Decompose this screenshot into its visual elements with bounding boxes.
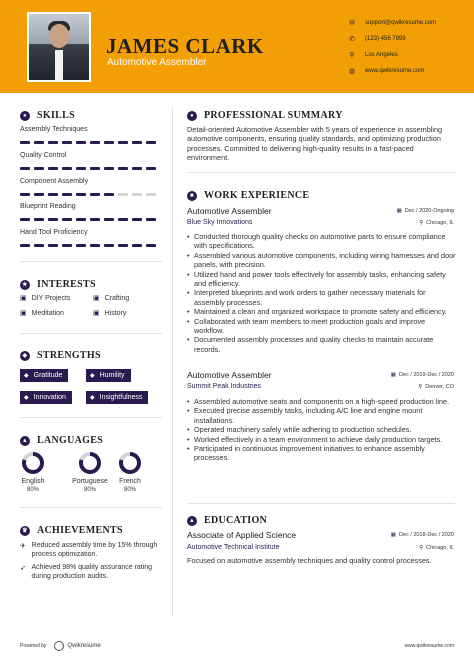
language-name: French	[119, 478, 141, 485]
skill-level-dash	[76, 218, 86, 221]
skill-level-dash	[90, 193, 100, 196]
skill-level-dash	[48, 244, 58, 247]
skill-level-dash	[104, 141, 114, 144]
interest-item	[93, 309, 126, 317]
section-divider	[20, 333, 162, 334]
skill-level-dash	[76, 244, 86, 247]
strength-tag	[20, 391, 72, 404]
job-bullet: • Utilized hand and power tools effectively for assembly tasks, enhancing safety and efficiency.	[187, 270, 457, 289]
skill-level-dash	[90, 167, 100, 170]
experience-heading-text: WORK EXPERIENCE	[204, 190, 310, 201]
strength-label: Innovation	[33, 394, 66, 401]
language-name: English	[21, 478, 45, 485]
education-school: Automotive Technical Institute	[187, 544, 280, 551]
education-location	[419, 545, 454, 551]
interest-label: Crafting	[104, 294, 130, 302]
candidate-name: JAMES CLARK	[106, 34, 264, 58]
achievement-item	[20, 563, 160, 581]
qwikresume-logo-icon	[54, 641, 64, 651]
interest-label: DIY Projects	[31, 294, 71, 302]
contact-phone-text: (123) 456 7899	[365, 36, 406, 42]
job-bullet: • Documented assembly processes and quality checks to maintain accurate records.	[187, 335, 457, 354]
skills-heading	[20, 110, 75, 121]
job-bullet: • Maintained a clean and organized workspace to promote safety and efficiency.	[187, 307, 457, 316]
skill-level-dash	[20, 141, 30, 144]
strength-tag	[86, 391, 148, 404]
skill-level-dash	[146, 218, 156, 221]
language-ring	[21, 451, 45, 475]
diamond-icon: ◆	[90, 373, 95, 379]
skill-level-dash	[76, 167, 86, 170]
contact-website-text: www.qwikresume.com	[365, 68, 425, 74]
skill-level-dash	[34, 244, 44, 247]
job-title: Automotive Assembler	[187, 206, 272, 216]
book-icon: ▣	[20, 295, 27, 302]
job-bullets	[187, 397, 457, 463]
language-percent: 80%	[26, 487, 39, 493]
skill-level-dash	[132, 244, 142, 247]
brand-name[interactable]: Qwikresume	[67, 643, 101, 649]
language-ring	[118, 451, 142, 475]
experience-heading	[187, 190, 309, 201]
summary-icon: ●	[187, 111, 197, 121]
skill-level-dash	[48, 141, 58, 144]
strengths-icon: ◆	[20, 351, 30, 361]
summary-heading-text: PROFESSIONAL SUMMARY	[204, 110, 343, 121]
skill-meter	[20, 167, 160, 170]
skill-level-dash	[132, 218, 142, 221]
location-icon: ⚲	[418, 384, 423, 390]
calendar-icon: ▦	[396, 208, 402, 214]
job-company: Blue Sky Innovations	[187, 219, 253, 226]
skill-name: Component Assembly	[20, 178, 89, 185]
education-heading	[187, 515, 267, 526]
skill-name: Hand Tool Proficiency	[20, 229, 88, 236]
education-dates	[391, 532, 454, 538]
phone-icon: ✆	[349, 36, 355, 43]
skill-level-dash	[132, 193, 142, 196]
skill-level-dash	[76, 141, 86, 144]
contact-email[interactable]	[348, 15, 468, 31]
interest-label: Meditation	[31, 309, 64, 317]
skill-level-dash	[34, 193, 44, 196]
job-location-text: Chicago, IL	[426, 220, 454, 226]
strengths-heading-text: STRENGTHS	[37, 350, 101, 361]
location-icon: ⚲	[419, 545, 424, 551]
skill-level-dash	[62, 244, 72, 247]
column-divider	[172, 108, 173, 616]
skill-level-dash	[48, 218, 58, 221]
job-bullet: • Worked effectively in a team environment to achieve daily production targets.	[187, 435, 457, 444]
contact-list	[348, 15, 468, 79]
job-bullet: • Assembled various automotive components, including wiring harnesses and door panels, with precision.	[187, 251, 457, 270]
candidate-title: Automotive Assembler	[107, 57, 207, 68]
languages-heading-text: LANGUAGES	[37, 435, 104, 446]
globe-icon: ◍	[348, 68, 356, 75]
summary-text: Detail-oriented Automotive Assembler with 5 years of experience in assembling automotive components, ensuring quality standards, and optimizing production processes. Committed to delivering high-quality results in a fast-paced environment.	[187, 125, 443, 163]
job-location	[419, 220, 454, 226]
achievement-text: Achieved 98% quality assurance rating during production audits.	[31, 564, 153, 580]
skill-level-dash	[132, 141, 142, 144]
achievements-heading	[20, 525, 123, 536]
education-text: Focused on automotive assembly techniques and quality control processes.	[187, 556, 432, 565]
contact-location-text: Los Angeles	[365, 52, 398, 58]
skill-level-dash	[48, 193, 58, 196]
interest-item	[93, 294, 129, 302]
job-bullet: • Interpreted blueprints and work orders to gather necessary materials for assembly processes.	[187, 288, 457, 307]
skill-level-dash	[146, 193, 156, 196]
experience-icon: ■	[187, 191, 197, 201]
language-ring	[78, 451, 102, 475]
achievement-text: Reduced assembly time by 15% through process optimization.	[31, 542, 158, 558]
skill-level-dash	[20, 244, 30, 247]
skill-level-dash	[90, 141, 100, 144]
job-bullet: • Operated machinery safely while adhering to production schedules.	[187, 425, 457, 434]
section-divider	[20, 507, 162, 508]
skill-level-dash	[34, 141, 44, 144]
skill-level-dash	[118, 244, 128, 247]
skill-level-dash	[118, 193, 128, 196]
rocket-icon: ➶	[20, 565, 26, 572]
achievement-item	[20, 541, 160, 559]
interest-item	[20, 294, 70, 302]
skill-level-dash	[20, 167, 30, 170]
skill-level-dash	[62, 193, 72, 196]
education-icon: ▲	[188, 517, 196, 524]
skill-level-dash	[62, 218, 72, 221]
education-degree: Associate of Applied Science	[187, 530, 297, 540]
summary-heading	[187, 110, 343, 121]
education-heading-text: EDUCATION	[204, 515, 268, 526]
interest-item	[20, 309, 64, 317]
strengths-heading	[20, 350, 101, 361]
languages-heading	[20, 435, 103, 446]
interests-heading-text: INTERESTS	[37, 279, 96, 290]
language-item	[107, 451, 153, 493]
language-percent: 80%	[123, 487, 136, 493]
skill-level-dash	[20, 193, 30, 196]
skill-level-dash	[146, 167, 156, 170]
skills-icon: ●	[20, 111, 30, 121]
job-dates	[397, 208, 454, 214]
achievements-heading-text: ACHIEVEMENTS	[37, 525, 123, 536]
location-icon: ⚲	[419, 220, 424, 226]
interests-heading	[20, 279, 96, 290]
job-dates-text: Dec / 2020-Ongoing	[404, 208, 454, 214]
strength-label: Humility	[99, 372, 125, 379]
diamond-icon: ◆	[24, 395, 29, 401]
skill-level-dash	[104, 167, 114, 170]
contact-email-text: support@qwikresume.com	[365, 20, 437, 26]
skill-meter	[20, 141, 160, 144]
diamond-icon: ◆	[90, 395, 95, 401]
diamond-icon: ◆	[24, 373, 29, 379]
skill-level-dash	[118, 218, 128, 221]
contact-website[interactable]	[348, 63, 468, 79]
education-dates-text: Dec / 2018-Dec / 2020	[398, 532, 454, 538]
language-name: Portuguese	[72, 478, 108, 485]
skill-level-dash	[34, 218, 44, 221]
skill-level-dash	[104, 218, 114, 221]
strength-label: Gratitude	[33, 372, 63, 379]
skill-name: Assembly Techniques	[20, 126, 88, 133]
contact-location	[348, 47, 468, 63]
job-bullet: • Conducted thorough quality checks on automotive parts to ensure compliance with specifications.	[187, 232, 457, 251]
section-divider	[20, 417, 162, 418]
skill-meter	[20, 244, 160, 247]
skill-level-dash	[20, 218, 30, 221]
job-location	[418, 384, 454, 390]
interests-icon: ★	[20, 280, 30, 290]
skill-level-dash	[146, 141, 156, 144]
skill-level-dash	[34, 167, 44, 170]
job-bullets	[187, 232, 457, 354]
profile-photo	[27, 12, 91, 82]
plane-icon: ✈	[20, 543, 26, 550]
powered-by-text: Powered by	[20, 643, 47, 649]
skill-level-dash	[90, 244, 100, 247]
section-divider	[187, 172, 455, 173]
calendar-icon: ▦	[390, 532, 396, 538]
section-divider	[20, 261, 162, 262]
skill-level-dash	[76, 193, 86, 196]
skill-level-dash	[104, 193, 114, 196]
strength-label: Insightfulness	[99, 394, 143, 401]
skill-level-dash	[146, 244, 156, 247]
skills-heading-text: SKILLS	[37, 110, 75, 121]
job-bullet: • Collaborated with team members to meet production goals and improve workflow.	[187, 317, 457, 336]
job-bullet: • Participated in continuous improvement initiatives to enhance assembly processes.	[187, 444, 457, 463]
book-icon: ▣	[93, 310, 100, 317]
language-item	[10, 451, 56, 493]
footer-url[interactable]: www.qwikresume.com	[404, 643, 454, 649]
skill-level-dash	[118, 167, 128, 170]
languages-icon: ▲	[21, 437, 29, 444]
skill-level-dash	[90, 218, 100, 221]
language-percent: 80%	[83, 487, 96, 493]
skill-name: Quality Control	[20, 152, 67, 159]
strength-tag	[86, 369, 131, 382]
skill-level-dash	[62, 167, 72, 170]
book-icon: ▣	[20, 310, 27, 317]
skill-level-dash	[48, 167, 58, 170]
strength-tag	[20, 369, 68, 382]
skill-meter	[20, 193, 160, 196]
job-title: Automotive Assembler	[187, 370, 272, 380]
skill-level-dash	[62, 141, 72, 144]
skill-level-dash	[118, 141, 128, 144]
calendar-icon: ▦	[390, 372, 396, 378]
job-dates-text: Dec / 2019-Dec / 2020	[398, 372, 454, 378]
email-icon: ✉	[349, 20, 355, 27]
resume-header	[0, 0, 474, 93]
job-location-text: Denver, CO	[425, 384, 454, 390]
job-bullet: • Assembled automotive seats and components on a high-speed production line.	[187, 397, 457, 406]
job-dates	[391, 372, 454, 378]
skill-level-dash	[132, 167, 142, 170]
job-company: Summit Peak Industries	[187, 383, 261, 390]
achievements-icon: ♛	[20, 526, 30, 536]
contact-phone[interactable]	[348, 31, 468, 47]
skill-meter	[20, 218, 160, 221]
location-icon: ⚲	[349, 52, 355, 59]
skill-name: Blueprint Reading	[20, 203, 76, 210]
skill-level-dash	[104, 244, 114, 247]
interest-label: History	[104, 309, 127, 317]
section-divider	[187, 503, 455, 504]
job-bullet: • Executed precise assembly tasks, including A/C line and engine mount installations.	[187, 406, 457, 425]
education-location-text: Chicago, IL	[426, 545, 454, 551]
book-icon: ▣	[93, 295, 100, 302]
footer-powered-by	[20, 641, 101, 651]
